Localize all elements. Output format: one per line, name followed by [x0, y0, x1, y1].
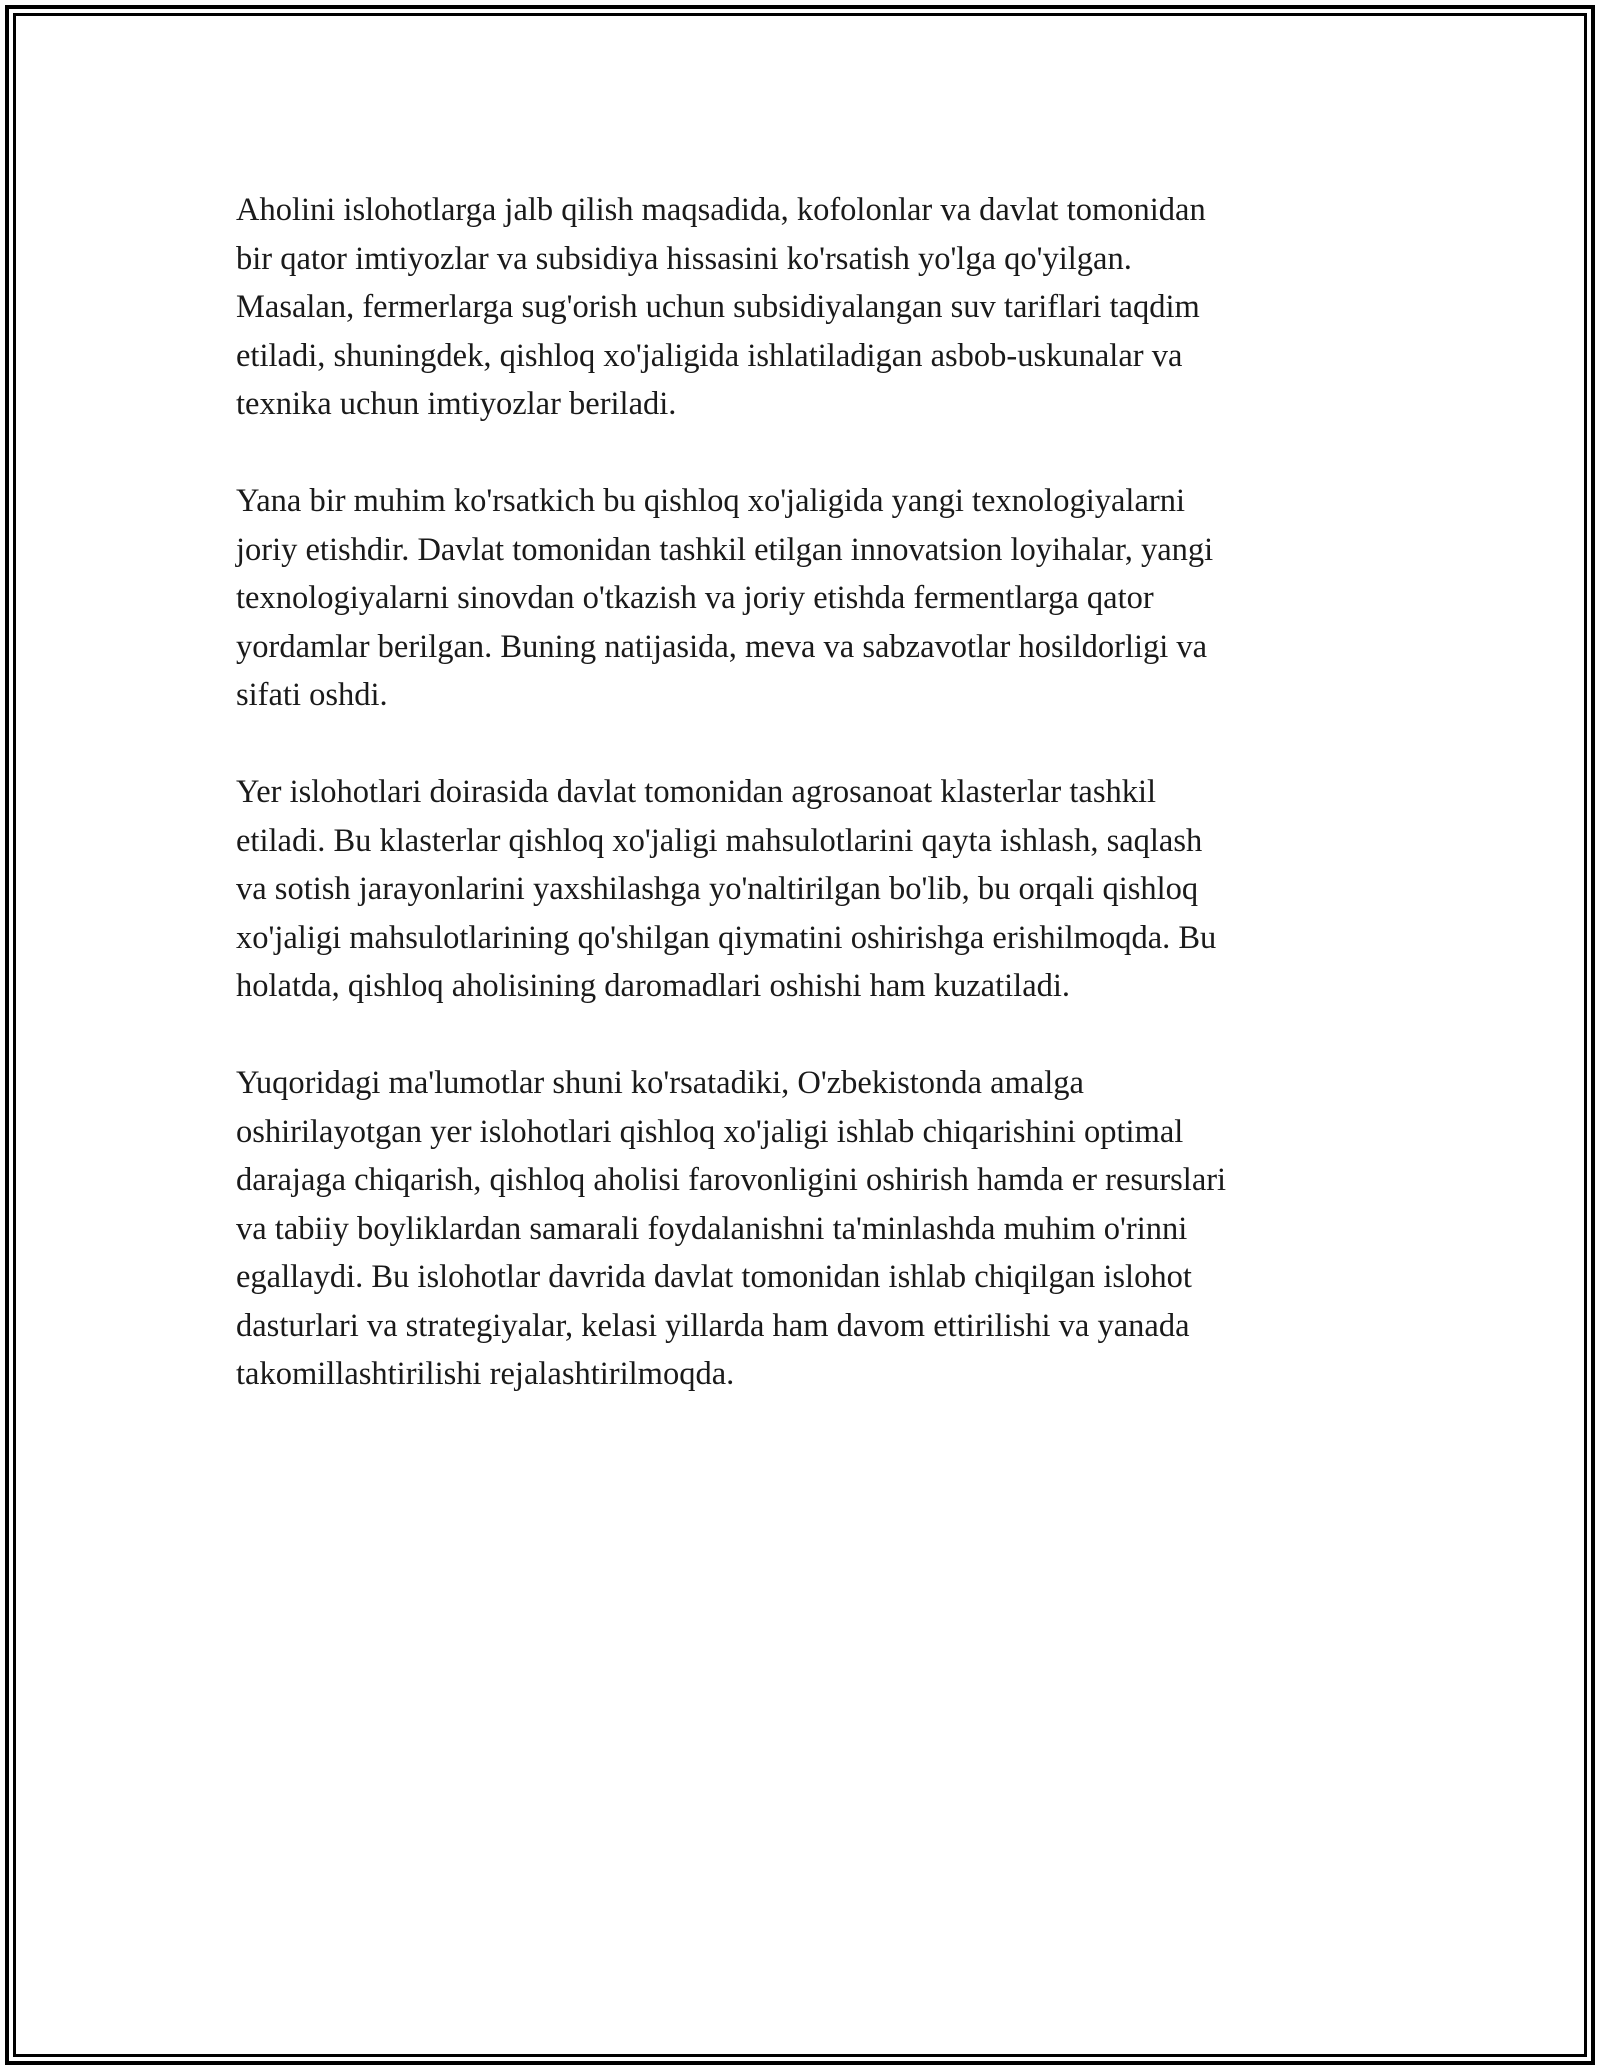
paragraph-subsidies: Aholini islohotlarga jalb qilish maqsadida, kofolonlar va davlat tomonidan bir qator imtiyozlar va subsidiya hissasini ko'rsatish yo'lga qo'yilgan. Masalan, fermerlarga sug'orish uchun subsidiyalangan suv tariflari taqdim etiladi, shuningdek, qishloq xo'jaligida ishlatiladigan asbob-uskunalar va texnika uchun imtiyozlar beriladi. [236, 192, 1206, 422]
document-body [236, 186, 1366, 1447]
paragraph-technologies: Yana bir muhim ko'rsatkich bu qishloq xo'jaligida yangi texnologiyalarni joriy etishdir. Davlat tomonidan tashkil etilgan innovatsion loyihalar, yangi texnologiyalarni sinovdan o'tkazish va joriy etishda fermentlarga qator yordamlar berilgan. Buning natijasida, meva va sabzavotlar hosildorligi va sifati oshdi. [236, 483, 1214, 713]
paragraph-clusters: Yer islohotlari doirasida davlat tomonidan agrosanoat klasterlar tashkil etiladi. Bu klasterlar qishloq xo'jaligi mahsulotlarini qayta ishlash, saqlash va sotish jarayonlarini yaxshilashga yo'naltirilgan bo'lib, bu orqali qishloq xo'jaligi mahsulotlarining qo'shilgan qiymatini oshirishga erishilmoqda. Bu holatda, qishloq aholisining daromadlari oshishi ham kuzatiladi. [236, 774, 1217, 1004]
paragraph-conclusion: Yuqoridagi ma'lumotlar shuni ko'rsatadiki, O'zbekistonda amalga oshirilayotgan yer islohotlari qishloq xo'jaligi ishlab chiqarishini optimal darajaga chiqarish, qishloq aholisi farovonligini oshirish hamda er resurslari va tabiiy boyliklardan samarali foydalanishni ta'minlashda muhim o'rinni egallaydi. Bu islohotlar davrida davlat tomonidan ishlab chiqilgan islohot dasturlari va strategiyalar, kelasi yillarda ham davom ettirilishi va yanada takomillashtirilishi rejalashtirilmoqda. [236, 1065, 1227, 1392]
